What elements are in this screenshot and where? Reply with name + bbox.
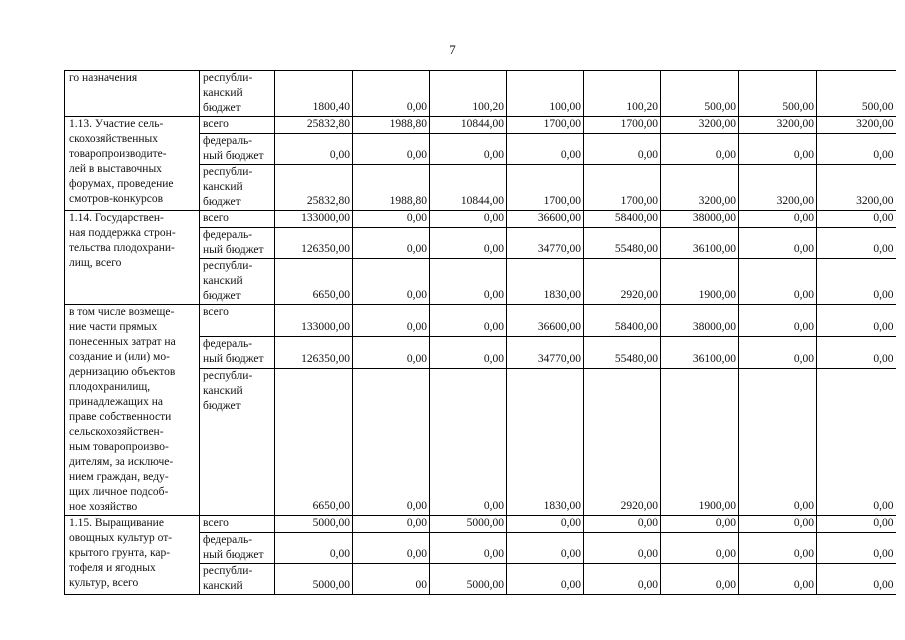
value-cell: 1988,80 bbox=[353, 117, 430, 134]
value-cell: 0,00 bbox=[275, 533, 353, 564]
item-description: го назначения bbox=[65, 71, 200, 117]
value-cell: 0,00 bbox=[430, 368, 507, 515]
value-cell: 5000,00 bbox=[275, 564, 353, 595]
budget-table bbox=[64, 70, 896, 595]
funding-source: республи- канский бюджет bbox=[200, 259, 275, 305]
value-cell: 0,00 bbox=[353, 305, 430, 337]
value-cell: 1700,00 bbox=[507, 165, 584, 211]
value-cell: 3200,00 bbox=[739, 117, 817, 134]
value-cell: 55480,00 bbox=[584, 228, 661, 259]
value-cell: 25832,80 bbox=[275, 117, 353, 134]
value-cell: 36600,00 bbox=[507, 211, 584, 228]
table-row bbox=[65, 211, 896, 228]
value-cell: 0,00 bbox=[817, 134, 896, 165]
value-cell: 0,00 bbox=[817, 533, 896, 564]
value-cell: 10844,00 bbox=[430, 117, 507, 134]
value-cell: 0,00 bbox=[584, 533, 661, 564]
value-cell: 0,00 bbox=[739, 336, 817, 368]
value-cell: 38000,00 bbox=[661, 305, 739, 337]
value-cell: 0,00 bbox=[739, 259, 817, 305]
funding-source: федераль- ный бюджет bbox=[200, 134, 275, 165]
funding-source: всего bbox=[200, 117, 275, 134]
funding-source: всего bbox=[200, 211, 275, 228]
value-cell: 0,00 bbox=[507, 564, 584, 595]
value-cell: 34770,00 bbox=[507, 336, 584, 368]
funding-source: федераль- ный бюджет bbox=[200, 533, 275, 564]
value-cell: 100,20 bbox=[584, 71, 661, 117]
funding-source: федераль- ный бюджет bbox=[200, 336, 275, 368]
table-row bbox=[65, 117, 896, 134]
value-cell: 0,00 bbox=[353, 228, 430, 259]
value-cell: 1900,00 bbox=[661, 259, 739, 305]
value-cell: 500,00 bbox=[817, 71, 896, 117]
funding-source: республи- канский bbox=[200, 564, 275, 595]
value-cell: 55480,00 bbox=[584, 336, 661, 368]
value-cell: 1800,40 bbox=[275, 71, 353, 117]
value-cell: 0,00 bbox=[353, 134, 430, 165]
value-cell: 0,00 bbox=[584, 134, 661, 165]
funding-source: всего bbox=[200, 305, 275, 337]
value-cell: 133000,00 bbox=[275, 211, 353, 228]
value-cell: 0,00 bbox=[584, 516, 661, 533]
value-cell: 0,00 bbox=[817, 259, 896, 305]
value-cell: 0,00 bbox=[661, 564, 739, 595]
value-cell: 500,00 bbox=[739, 71, 817, 117]
value-cell: 2920,00 bbox=[584, 259, 661, 305]
value-cell: 0,00 bbox=[739, 211, 817, 228]
value-cell: 5000,00 bbox=[430, 516, 507, 533]
value-cell: 1988,80 bbox=[353, 165, 430, 211]
item-description: 1.15. Выращивание овощных культур от- крытого грунта, кар- тофеля и ягодных культур, всего bbox=[65, 516, 200, 595]
value-cell: 1830,00 bbox=[507, 368, 584, 515]
value-cell: 0,00 bbox=[739, 564, 817, 595]
value-cell: 126350,00 bbox=[275, 336, 353, 368]
value-cell: 0,00 bbox=[817, 564, 896, 595]
value-cell: 0,00 bbox=[817, 305, 896, 337]
value-cell: 0,00 bbox=[430, 134, 507, 165]
value-cell: 36100,00 bbox=[661, 228, 739, 259]
value-cell: 10844,00 bbox=[430, 165, 507, 211]
value-cell: 0,00 bbox=[817, 228, 896, 259]
value-cell: 0,00 bbox=[817, 516, 896, 533]
value-cell: 0,00 bbox=[353, 259, 430, 305]
funding-source: республи- канский бюджет bbox=[200, 368, 275, 515]
item-description: 1.14. Государствен- ная поддержка строн- тельства плодохрани- лищ, всего bbox=[65, 211, 200, 305]
item-description: в том числе возмеще- ние части прямых понесенных затрат на создание и (или) мо- дернизацию объектов плодохранилищ, принадлежащих на праве собственности сельскохозяйствен- ным товаропроизво- дителям, за исключе- нием граждан, веду- щих личное подсоб- ное хозяйство bbox=[65, 305, 200, 516]
funding-source: республи- канский бюджет bbox=[200, 165, 275, 211]
value-cell: 34770,00 bbox=[507, 228, 584, 259]
value-cell: 0,00 bbox=[353, 533, 430, 564]
value-cell: 0,00 bbox=[275, 134, 353, 165]
value-cell: 133000,00 bbox=[275, 305, 353, 337]
value-cell: 2920,00 bbox=[584, 368, 661, 515]
value-cell: 0,00 bbox=[430, 211, 507, 228]
value-cell: 0,00 bbox=[430, 336, 507, 368]
value-cell: 3200,00 bbox=[817, 165, 896, 211]
value-cell: 0,00 bbox=[507, 533, 584, 564]
value-cell: 5000,00 bbox=[275, 516, 353, 533]
value-cell: 0,00 bbox=[353, 211, 430, 228]
value-cell: 0,00 bbox=[430, 228, 507, 259]
value-cell: 38000,00 bbox=[661, 211, 739, 228]
value-cell: 6650,00 bbox=[275, 259, 353, 305]
funding-source: республи- канский бюджет bbox=[200, 71, 275, 117]
value-cell: 100,20 bbox=[430, 71, 507, 117]
value-cell: 3200,00 bbox=[661, 117, 739, 134]
funding-source: федераль- ный бюджет bbox=[200, 228, 275, 259]
value-cell: 0,00 bbox=[817, 211, 896, 228]
value-cell: 500,00 bbox=[661, 71, 739, 117]
value-cell: 36100,00 bbox=[661, 336, 739, 368]
value-cell: 1700,00 bbox=[584, 165, 661, 211]
item-description: 1.13. Участие сель- скохозяйственных товаропроизводите- лей в выставочных форумах, проведение смотров-конкурсов bbox=[65, 117, 200, 211]
funding-source: всего bbox=[200, 516, 275, 533]
value-cell: 0,00 bbox=[353, 368, 430, 515]
value-cell: 0,00 bbox=[817, 368, 896, 515]
value-cell: 0,00 bbox=[739, 134, 817, 165]
value-cell: 36600,00 bbox=[507, 305, 584, 337]
value-cell: 00 bbox=[353, 564, 430, 595]
value-cell: 0,00 bbox=[661, 516, 739, 533]
table-row bbox=[65, 516, 896, 533]
value-cell: 0,00 bbox=[739, 228, 817, 259]
value-cell: 1700,00 bbox=[507, 117, 584, 134]
value-cell: 0,00 bbox=[353, 71, 430, 117]
page-number: 7 bbox=[449, 42, 456, 57]
value-cell: 0,00 bbox=[353, 516, 430, 533]
value-cell: 0,00 bbox=[739, 516, 817, 533]
value-cell: 1900,00 bbox=[661, 368, 739, 515]
value-cell: 3200,00 bbox=[817, 117, 896, 134]
table-body bbox=[65, 71, 896, 595]
value-cell: 1830,00 bbox=[507, 259, 584, 305]
value-cell: 0,00 bbox=[739, 305, 817, 337]
value-cell: 0,00 bbox=[430, 259, 507, 305]
value-cell: 3200,00 bbox=[739, 165, 817, 211]
value-cell: 58400,00 bbox=[584, 305, 661, 337]
value-cell: 5000,00 bbox=[430, 564, 507, 595]
value-cell: 126350,00 bbox=[275, 228, 353, 259]
value-cell: 0,00 bbox=[507, 134, 584, 165]
value-cell: 100,00 bbox=[507, 71, 584, 117]
value-cell: 0,00 bbox=[739, 533, 817, 564]
value-cell: 25832,80 bbox=[275, 165, 353, 211]
value-cell: 58400,00 bbox=[584, 211, 661, 228]
table-row bbox=[65, 71, 896, 117]
value-cell: 0,00 bbox=[817, 336, 896, 368]
value-cell: 0,00 bbox=[353, 336, 430, 368]
value-cell: 0,00 bbox=[430, 305, 507, 337]
value-cell: 0,00 bbox=[739, 368, 817, 515]
value-cell: 1700,00 bbox=[584, 117, 661, 134]
value-cell: 0,00 bbox=[661, 533, 739, 564]
value-cell: 0,00 bbox=[584, 564, 661, 595]
value-cell: 6650,00 bbox=[275, 368, 353, 515]
value-cell: 0,00 bbox=[661, 134, 739, 165]
table-row bbox=[65, 305, 896, 337]
value-cell: 0,00 bbox=[507, 516, 584, 533]
value-cell: 3200,00 bbox=[661, 165, 739, 211]
value-cell: 0,00 bbox=[430, 533, 507, 564]
